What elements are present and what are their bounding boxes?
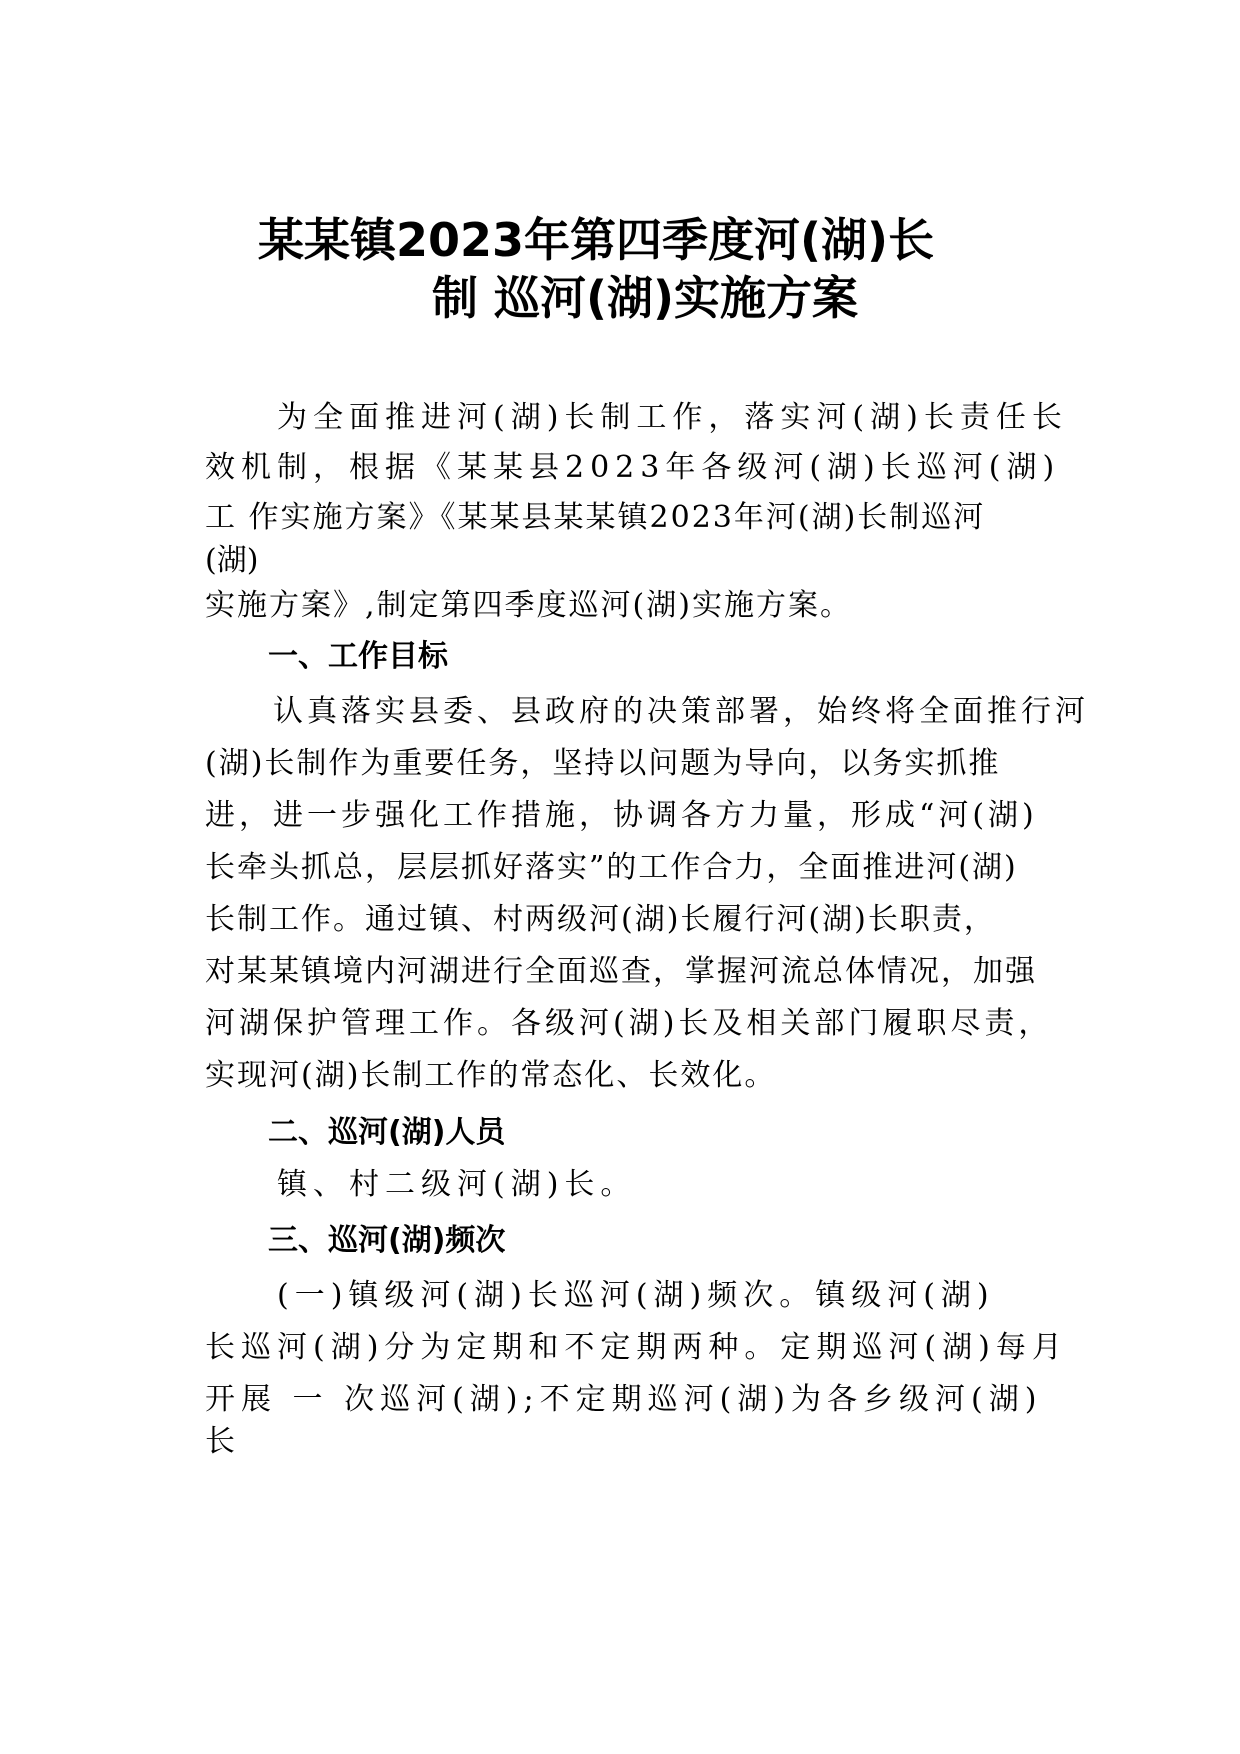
document-title-line-2: 制 巡河(湖)实施方案 [432,271,859,325]
goals-line: 进，进一步强化工作措施，协调各方力量，形成“河(湖) [205,798,1038,833]
goals-line: 对某某镇境内河湖进行全面巡查，掌握河流总体情况，加强 [205,954,1037,989]
goals-line: (湖)长制作为重要任务，坚持以问题为导向，以务实抓推 [205,746,1001,781]
frequency-line: 长 [205,1424,235,1459]
goals-line: 实现河(湖)长制工作的常态化、长效化。 [205,1058,777,1093]
section-heading-personnel: 二、巡河(湖)人员 [268,1115,506,1150]
personnel-line: 镇、村二级河(湖)长。 [205,1167,637,1202]
frequency-line: (一)镇级河(湖)长巡河(湖)频次。镇级河(湖) [205,1278,995,1313]
frequency-line: 长巡河(湖)分为定期和不定期两种。定期巡河(湖)每月 [205,1330,1068,1365]
intro-line: 工 作实施方案》《某某县某某镇2023年河(湖)长制巡河 [205,500,986,535]
goals-line: 长制工作。通过镇、村两级河(湖)长履行河(湖)长职责， [205,902,996,937]
document-title-line-1: 某某镇2023年第四季度河(湖)长 [258,213,935,267]
intro-line: (湖) [205,543,259,578]
goals-line: 认真落实县委、县政府的决策部署，始终将全面推行河 [205,694,1089,729]
goals-line: 河湖保护管理工作。各级河(湖)长及相关部门履职尽责， [205,1006,1053,1041]
section-heading-goals: 一、工作目标 [268,639,448,674]
goals-line: 长牵头抓总，层层抓好落实”的工作合力，全面推进河(湖) [205,850,1018,885]
intro-line: 为全面推进河(湖)长制工作，落实河(湖)长责任长 [205,400,1068,435]
intro-line: 实施方案》,制定第四季度巡河(湖)实施方案。 [205,588,852,623]
frequency-line: 开展 一 次巡河(湖);不定期巡河(湖)为各乡级河(湖) [205,1382,1043,1417]
intro-line: 效机制，根据《某某县2023年各级河(湖)长巡河(湖) [205,450,1061,485]
section-heading-frequency: 三、巡河(湖)频次 [268,1223,506,1258]
